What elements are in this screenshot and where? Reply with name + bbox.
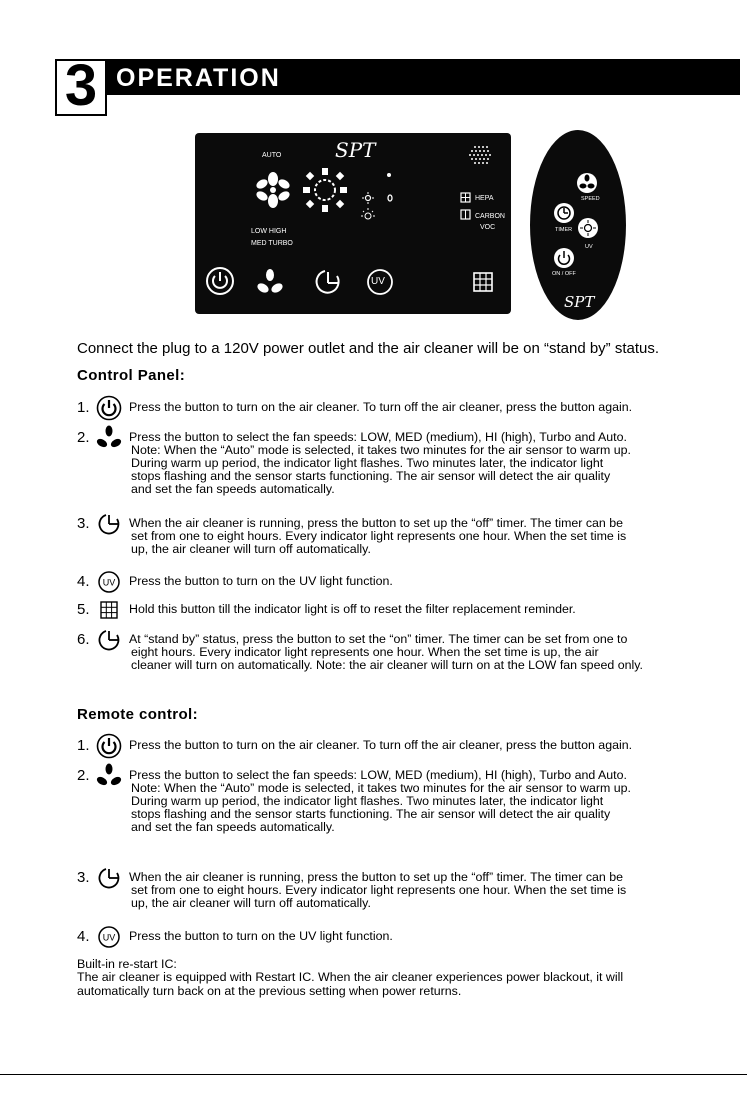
item-number: 4. [77, 573, 90, 590]
remote-speed-button [576, 172, 598, 194]
item-text-line: When the air cleaner is running, press the button to set up the “off” timer. The timer can be [129, 870, 624, 884]
item-text-line: Note: When the “Auto” mode is selected, it takes two minutes for the air sensor to warm up. [131, 781, 631, 795]
item-number: 1. [77, 737, 90, 754]
uv-icon [96, 924, 122, 955]
item-text-line: stops flashing and the sensor starts functioning. The air sensor will detect the air quality [131, 807, 611, 821]
item-text-line: At “stand by” status, press the button to set the “on” timer. The timer can be set from one to [129, 632, 628, 646]
item-number: 2. [77, 429, 90, 446]
item-text-line: Press the button to turn on the UV light function. [129, 929, 393, 943]
panel-hepa-label: HEPA [475, 195, 494, 202]
remote-timer-button [553, 202, 575, 224]
remote-power-button [553, 247, 575, 269]
fan-icon [96, 763, 122, 794]
panel-low-high-label: LOW HIGH [251, 228, 287, 235]
item-text-line: Hold this button till the indicator light is off to reset the filter replacement reminder. [129, 602, 576, 616]
item-text-line: set from one to eight hours. Every indicator light represents one hour. When the set time is [131, 529, 627, 543]
item-number: 2. [77, 767, 90, 784]
sensor-grille-icon [467, 144, 495, 170]
fan-speed-display-icon [253, 168, 353, 218]
timer-icon [96, 511, 122, 542]
item-number: 3. [77, 515, 90, 532]
panel-filter-reset-button [472, 271, 494, 293]
item-number: 3. [77, 869, 90, 886]
restart-line-1: The air cleaner is equipped with Restart IC. When the air cleaner experiences power blackout, it will [77, 970, 624, 984]
remote-onoff-label: ON / OFF [552, 271, 576, 277]
panel-voc-label: VOC [480, 224, 496, 231]
indicator-lights-icon [358, 171, 403, 221]
power-icon [96, 395, 122, 426]
panel-med-turbo-label: MED TURBO [251, 240, 293, 247]
item-number: 5. [77, 601, 90, 618]
remote-uv-label: UV [585, 244, 593, 250]
item-text-line: Press the button to turn on the air cleaner. To turn off the air cleaner, press the button again. [129, 400, 633, 414]
item-text-line: up, the air cleaner will turn off automatically. [131, 542, 371, 556]
remote-speed-label: SPEED [581, 196, 600, 202]
restart-line-2: automatically turn back on at the previous setting when power returns. [77, 984, 462, 998]
panel-timer-button [313, 267, 343, 297]
item-text-line: up, the air cleaner will turn off automatically. [131, 896, 371, 910]
page-bottom-rule [0, 1074, 747, 1075]
panel-brand-logo: SPT [335, 138, 376, 162]
item-text-line: eight hours. Every indicator light represents one hour. When the set time is up, the air [131, 645, 599, 659]
section-number: 3 [64, 53, 98, 118]
panel-fan-button [257, 269, 283, 295]
control-panel-heading: Control Panel: [77, 367, 186, 384]
remote-brand-logo: SPT [564, 293, 595, 311]
remote-uv-button [577, 217, 599, 239]
item-text-line: Press the button to select the fan speeds: LOW, MED (medium), HI (high), Turbo and Auto. [129, 768, 627, 782]
svg-text:UV: UV [102, 932, 116, 943]
item-text-line: and set the fan speeds automatically. [131, 820, 335, 834]
fan-icon [96, 425, 122, 456]
item-text-line: cleaner will turn on automatically. Note: the air cleaner will turn on at the LOW fan speed only. [131, 658, 643, 672]
power-icon [96, 733, 122, 764]
item-text-line: When the air cleaner is running, press the button to set up the “off” timer. The timer can be [129, 516, 624, 530]
panel-auto-label: AUTO [262, 152, 282, 159]
item-number: 6. [77, 631, 90, 648]
filter-reset-icon [96, 597, 122, 628]
item-text-line: and set the fan speeds automatically. [131, 482, 335, 496]
item-text-line: Press the button to turn on the UV light function. [129, 574, 393, 588]
panel-uv-label: UV [371, 276, 385, 287]
item-text-line: stops flashing and the sensor starts functioning. The air sensor will detect the air quality [131, 469, 611, 483]
intro-text: Connect the plug to a 120V power outlet and the air cleaner will be on “stand by” status. [77, 340, 660, 357]
item-text-line: Note: When the “Auto” mode is selected, it takes two minutes for the air sensor to warm up. [131, 443, 631, 457]
timer-icon [96, 865, 122, 896]
item-number: 1. [77, 399, 90, 416]
remote-control-illustration [530, 130, 626, 320]
item-text-line: set from one to eight hours. Every indicator light represents one hour. When the set time is [131, 883, 627, 897]
item-number: 4. [77, 928, 90, 945]
panel-carbon-label: CARBON [475, 213, 505, 220]
filter-indicators-icon [460, 192, 472, 220]
remote-control-heading: Remote control: [77, 706, 199, 723]
timer-icon [96, 627, 122, 658]
control-panel-illustration [195, 133, 511, 314]
item-text-line: Press the button to turn on the air cleaner. To turn off the air cleaner, press the button again. [129, 738, 633, 752]
panel-power-button [205, 266, 235, 296]
section-title: OPERATION [116, 64, 281, 92]
item-text-line: During warm up period, the indicator light flashes. Two minutes later, the indicator light [131, 794, 604, 808]
item-text-line: During warm up period, the indicator light flashes. Two minutes later, the indicator light [131, 456, 604, 470]
uv-icon [96, 569, 122, 600]
restart-title: Built-in re-start IC: [77, 957, 177, 971]
remote-timer-label: TIMER [555, 227, 573, 233]
svg-text:UV: UV [102, 577, 116, 588]
item-text-line: Press the button to select the fan speeds: LOW, MED (medium), HI (high), Turbo and Auto. [129, 430, 627, 444]
